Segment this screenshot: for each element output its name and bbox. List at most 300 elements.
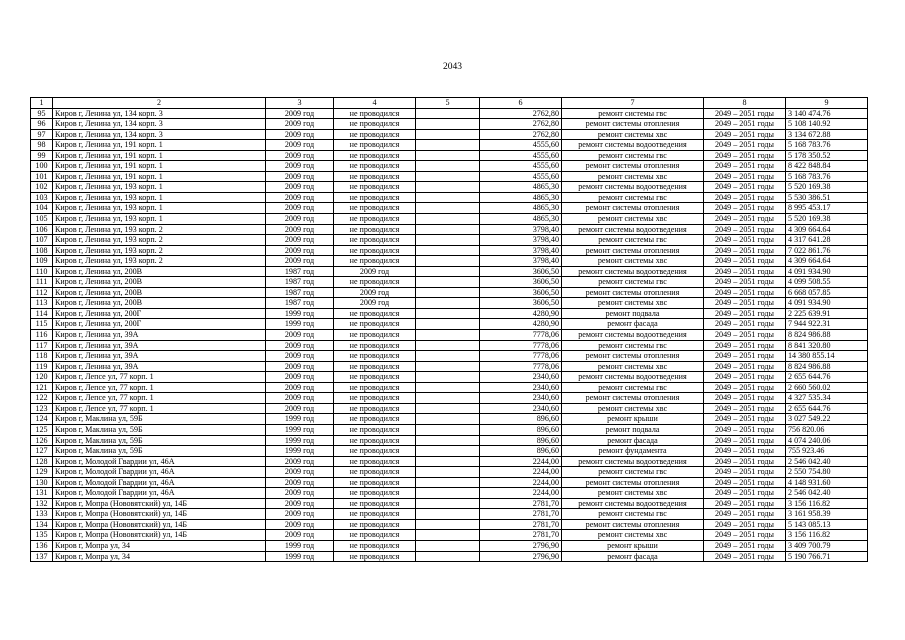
table-row: [31, 382, 868, 393]
row-number-cell: 123: [31, 403, 53, 414]
commissioning-year-cell: 2009 год: [266, 119, 334, 130]
address-cell: Киров г, Ленина ул, 193 корп. 1: [53, 182, 266, 193]
cost-cell: 5 190 766.71: [786, 551, 868, 562]
work-type-cell: ремонт системы отопления: [562, 519, 704, 530]
commissioning-year-cell: 1999 год: [266, 551, 334, 562]
cost-cell: 2 660 560.02: [786, 382, 868, 393]
area-cell: 4555,60: [480, 150, 562, 161]
work-type-cell: ремонт системы водоотведения: [562, 224, 704, 235]
cost-cell: 5 520 169.38: [786, 214, 868, 225]
commissioning-year-cell: 2009 год: [266, 393, 334, 404]
last-repair-year-cell: не проводился: [334, 119, 416, 130]
column-number: 4: [334, 98, 416, 109]
table-row: [31, 308, 868, 319]
address-cell: Киров г, Маклина ул, 59Б: [53, 424, 266, 435]
address-cell: Киров г, Ленина ул, 193 корп. 2: [53, 224, 266, 235]
table-row: [31, 435, 868, 446]
empty-cell: [416, 540, 480, 551]
work-type-cell: ремонт фасада: [562, 551, 704, 562]
table-row: [31, 424, 868, 435]
cost-cell: 5 143 085.13: [786, 519, 868, 530]
row-number-cell: 130: [31, 477, 53, 488]
cost-cell: 4 309 664.64: [786, 256, 868, 267]
last-repair-year-cell: 2009 год: [334, 287, 416, 298]
area-cell: 896,60: [480, 424, 562, 435]
column-number: 9: [786, 98, 868, 109]
cost-cell: 2 655 644.76: [786, 403, 868, 414]
commissioning-year-cell: 1987 год: [266, 287, 334, 298]
table-row: [31, 235, 868, 246]
cost-cell: 3 409 700.79: [786, 540, 868, 551]
work-type-cell: ремонт системы отопления: [562, 119, 704, 130]
empty-cell: [416, 182, 480, 193]
row-number-cell: 129: [31, 467, 53, 478]
area-cell: 7778,06: [480, 361, 562, 372]
empty-cell: [416, 308, 480, 319]
last-repair-year-cell: не проводился: [334, 456, 416, 467]
row-number-cell: 137: [31, 551, 53, 562]
row-number-cell: 135: [31, 530, 53, 541]
commissioning-year-cell: 1999 год: [266, 435, 334, 446]
table-row: [31, 224, 868, 235]
work-type-cell: ремонт системы водоотведения: [562, 372, 704, 383]
empty-cell: [416, 245, 480, 256]
cost-cell: 3 156 116.82: [786, 530, 868, 541]
row-number-cell: 125: [31, 424, 53, 435]
commissioning-year-cell: 1999 год: [266, 319, 334, 330]
work-type-cell: ремонт системы хвс: [562, 171, 704, 182]
empty-cell: [416, 171, 480, 182]
planned-period-cell: 2049 – 2051 годы: [704, 224, 786, 235]
row-number-cell: 105: [31, 214, 53, 225]
table-row: [31, 551, 868, 562]
last-repair-year-cell: не проводился: [334, 361, 416, 372]
empty-cell: [416, 129, 480, 140]
commissioning-year-cell: 2009 год: [266, 192, 334, 203]
cost-cell: 7 944 922.31: [786, 319, 868, 330]
commissioning-year-cell: 2009 год: [266, 467, 334, 478]
work-type-cell: ремонт фасада: [562, 435, 704, 446]
row-number-cell: 117: [31, 340, 53, 351]
planned-period-cell: 2049 – 2051 годы: [704, 298, 786, 309]
last-repair-year-cell: не проводился: [334, 519, 416, 530]
empty-cell: [416, 340, 480, 351]
empty-cell: [416, 192, 480, 203]
cost-cell: 4 091 934.90: [786, 266, 868, 277]
planned-period-cell: 2049 – 2051 годы: [704, 488, 786, 499]
row-number-cell: 99: [31, 150, 53, 161]
empty-cell: [416, 467, 480, 478]
area-cell: 4555,60: [480, 171, 562, 182]
row-number-cell: 111: [31, 277, 53, 288]
work-type-cell: ремонт системы хвс: [562, 530, 704, 541]
empty-cell: [416, 382, 480, 393]
row-number-cell: 128: [31, 456, 53, 467]
planned-period-cell: 2049 – 2051 годы: [704, 551, 786, 562]
column-number: 7: [562, 98, 704, 109]
last-repair-year-cell: не проводился: [334, 477, 416, 488]
table-row: [31, 498, 868, 509]
commissioning-year-cell: 2009 год: [266, 361, 334, 372]
table-row: [31, 245, 868, 256]
area-cell: 896,60: [480, 414, 562, 425]
commissioning-year-cell: 2009 год: [266, 488, 334, 499]
work-type-cell: ремонт системы отопления: [562, 393, 704, 404]
cost-cell: 5 530 386.51: [786, 192, 868, 203]
table-row: [31, 108, 868, 119]
work-type-cell: ремонт системы гвс: [562, 340, 704, 351]
planned-period-cell: 2049 – 2051 годы: [704, 119, 786, 130]
cost-cell: 5 108 140.92: [786, 119, 868, 130]
cost-cell: 5 178 350.52: [786, 150, 868, 161]
area-cell: 2762,80: [480, 108, 562, 119]
planned-period-cell: 2049 – 2051 годы: [704, 403, 786, 414]
column-number: 6: [480, 98, 562, 109]
row-number-cell: 127: [31, 446, 53, 457]
address-cell: Киров г, Ленина ул, 200Г: [53, 308, 266, 319]
last-repair-year-cell: не проводился: [334, 140, 416, 151]
row-number-cell: 114: [31, 308, 53, 319]
last-repair-year-cell: не проводился: [334, 498, 416, 509]
cost-cell: 756 820.06: [786, 424, 868, 435]
cost-cell: 3 134 672.88: [786, 129, 868, 140]
address-cell: Киров г, Лепсе ул, 77 корп. 1: [53, 393, 266, 404]
row-number-cell: 119: [31, 361, 53, 372]
planned-period-cell: 2049 – 2051 годы: [704, 361, 786, 372]
planned-period-cell: 2049 – 2051 годы: [704, 498, 786, 509]
empty-cell: [416, 393, 480, 404]
column-number: 2: [53, 98, 266, 109]
area-cell: 3798,40: [480, 245, 562, 256]
last-repair-year-cell: не проводился: [334, 330, 416, 341]
empty-cell: [416, 414, 480, 425]
table-row: [31, 287, 868, 298]
last-repair-year-cell: не проводился: [334, 403, 416, 414]
work-type-cell: ремонт системы хвс: [562, 214, 704, 225]
last-repair-year-cell: не проводился: [334, 150, 416, 161]
commissioning-year-cell: 1999 год: [266, 446, 334, 457]
last-repair-year-cell: не проводился: [334, 424, 416, 435]
address-cell: Киров г, Мопра (Нововятский) ул, 14Б: [53, 530, 266, 541]
commissioning-year-cell: 1999 год: [266, 308, 334, 319]
empty-cell: [416, 477, 480, 488]
work-type-cell: ремонт системы гвс: [562, 509, 704, 520]
area-cell: 2781,70: [480, 498, 562, 509]
row-number-cell: 95: [31, 108, 53, 119]
commissioning-year-cell: 2009 год: [266, 161, 334, 172]
empty-cell: [416, 446, 480, 457]
area-cell: 3606,50: [480, 266, 562, 277]
empty-cell: [416, 235, 480, 246]
commissioning-year-cell: 2009 год: [266, 224, 334, 235]
address-cell: Киров г, Ленина ул, 191 корп. 1: [53, 150, 266, 161]
row-number-cell: 124: [31, 414, 53, 425]
cost-cell: 2 550 754.80: [786, 467, 868, 478]
row-number-cell: 101: [31, 171, 53, 182]
planned-period-cell: 2049 – 2051 годы: [704, 519, 786, 530]
planned-period-cell: 2049 – 2051 годы: [704, 424, 786, 435]
cost-cell: 6 668 057.85: [786, 287, 868, 298]
cost-cell: 3 027 549.22: [786, 414, 868, 425]
last-repair-year-cell: не проводился: [334, 308, 416, 319]
cost-cell: 8 824 986.88: [786, 330, 868, 341]
address-cell: Киров г, Ленина ул, 39А: [53, 340, 266, 351]
area-cell: 2244,00: [480, 488, 562, 499]
address-cell: Киров г, Ленина ул, 200Г: [53, 319, 266, 330]
last-repair-year-cell: не проводился: [334, 351, 416, 362]
area-cell: 2244,00: [480, 477, 562, 488]
empty-cell: [416, 372, 480, 383]
table-row: [31, 372, 868, 383]
table-row: [31, 150, 868, 161]
last-repair-year-cell: не проводился: [334, 192, 416, 203]
work-type-cell: ремонт системы отопления: [562, 161, 704, 172]
table-row: [31, 182, 868, 193]
row-number-cell: 98: [31, 140, 53, 151]
commissioning-year-cell: 2009 год: [266, 498, 334, 509]
area-cell: 2781,70: [480, 519, 562, 530]
commissioning-year-cell: 2009 год: [266, 129, 334, 140]
row-number-cell: 126: [31, 435, 53, 446]
address-cell: Киров г, Ленина ул, 134 корп. 3: [53, 129, 266, 140]
address-cell: Киров г, Маклина ул, 59Б: [53, 446, 266, 457]
empty-cell: [416, 361, 480, 372]
work-type-cell: ремонт системы водоотведения: [562, 456, 704, 467]
planned-period-cell: 2049 – 2051 годы: [704, 467, 786, 478]
empty-cell: [416, 287, 480, 298]
empty-cell: [416, 519, 480, 530]
planned-period-cell: 2049 – 2051 годы: [704, 540, 786, 551]
work-type-cell: ремонт системы хвс: [562, 361, 704, 372]
area-cell: 4280,90: [480, 308, 562, 319]
area-cell: 2340,60: [480, 403, 562, 414]
planned-period-cell: 2049 – 2051 годы: [704, 446, 786, 457]
table-row: [31, 519, 868, 530]
address-cell: Киров г, Ленина ул, 191 корп. 1: [53, 140, 266, 151]
cost-cell: 755 923.46: [786, 446, 868, 457]
row-number-cell: 115: [31, 319, 53, 330]
row-number-cell: 106: [31, 224, 53, 235]
area-cell: 2340,60: [480, 372, 562, 383]
cost-cell: 2 546 042.40: [786, 456, 868, 467]
cost-cell: 7 022 861.76: [786, 245, 868, 256]
address-cell: Киров г, Ленина ул, 200В: [53, 287, 266, 298]
repair-schedule-table: [30, 97, 868, 562]
last-repair-year-cell: не проводился: [334, 319, 416, 330]
cost-cell: 8 841 320.80: [786, 340, 868, 351]
row-number-cell: 120: [31, 372, 53, 383]
planned-period-cell: 2049 – 2051 годы: [704, 129, 786, 140]
table-row: [31, 477, 868, 488]
column-number: 3: [266, 98, 334, 109]
table-row: [31, 203, 868, 214]
commissioning-year-cell: 2009 год: [266, 456, 334, 467]
table-row: [31, 171, 868, 182]
table-row: [31, 446, 868, 457]
planned-period-cell: 2049 – 2051 годы: [704, 245, 786, 256]
empty-cell: [416, 330, 480, 341]
address-cell: Киров г, Ленина ул, 191 корп. 1: [53, 171, 266, 182]
table-row: [31, 192, 868, 203]
work-type-cell: ремонт системы водоотведения: [562, 140, 704, 151]
work-type-cell: ремонт системы хвс: [562, 488, 704, 499]
address-cell: Киров г, Мопра (Нововятский) ул, 14Б: [53, 498, 266, 509]
last-repair-year-cell: не проводился: [334, 382, 416, 393]
row-number-cell: 116: [31, 330, 53, 341]
area-cell: 2796,90: [480, 540, 562, 551]
row-number-cell: 100: [31, 161, 53, 172]
row-number-cell: 136: [31, 540, 53, 551]
cost-cell: 8 995 453.17: [786, 203, 868, 214]
work-type-cell: ремонт подвала: [562, 308, 704, 319]
planned-period-cell: 2049 – 2051 годы: [704, 171, 786, 182]
address-cell: Киров г, Маклина ул, 59Б: [53, 435, 266, 446]
row-number-cell: 113: [31, 298, 53, 309]
planned-period-cell: 2049 – 2051 годы: [704, 340, 786, 351]
address-cell: Киров г, Молодой Гвардии ул, 46А: [53, 488, 266, 499]
table-row: [31, 393, 868, 404]
last-repair-year-cell: не проводился: [334, 171, 416, 182]
last-repair-year-cell: не проводился: [334, 530, 416, 541]
empty-cell: [416, 277, 480, 288]
last-repair-year-cell: не проводился: [334, 414, 416, 425]
commissioning-year-cell: 2009 год: [266, 235, 334, 246]
last-repair-year-cell: не проводился: [334, 393, 416, 404]
work-type-cell: ремонт системы гвс: [562, 382, 704, 393]
row-number-cell: 102: [31, 182, 53, 193]
row-number-cell: 132: [31, 498, 53, 509]
address-cell: Киров г, Ленина ул, 193 корп. 1: [53, 214, 266, 225]
cost-cell: 5 520 169.38: [786, 182, 868, 193]
cost-cell: 4 074 240.06: [786, 435, 868, 446]
cost-cell: 2 546 042.40: [786, 488, 868, 499]
cost-cell: 2 655 644.76: [786, 372, 868, 383]
planned-period-cell: 2049 – 2051 годы: [704, 382, 786, 393]
commissioning-year-cell: 2009 год: [266, 245, 334, 256]
cost-cell: 5 168 783.76: [786, 140, 868, 151]
address-cell: Киров г, Ленина ул, 193 корп. 1: [53, 203, 266, 214]
row-number-cell: 134: [31, 519, 53, 530]
area-cell: 2244,00: [480, 467, 562, 478]
commissioning-year-cell: 2009 год: [266, 150, 334, 161]
address-cell: Киров г, Мопра ул, 34: [53, 551, 266, 562]
last-repair-year-cell: не проводился: [334, 214, 416, 225]
area-cell: 4555,60: [480, 161, 562, 172]
area-cell: 4865,30: [480, 203, 562, 214]
row-number-cell: 110: [31, 266, 53, 277]
address-cell: Киров г, Ленина ул, 200В: [53, 266, 266, 277]
area-cell: 3798,40: [480, 256, 562, 267]
planned-period-cell: 2049 – 2051 годы: [704, 319, 786, 330]
address-cell: Киров г, Молодой Гвардии ул, 46А: [53, 456, 266, 467]
empty-cell: [416, 108, 480, 119]
column-number: 1: [31, 98, 53, 109]
empty-cell: [416, 488, 480, 499]
planned-period-cell: 2049 – 2051 годы: [704, 351, 786, 362]
area-cell: 4865,30: [480, 214, 562, 225]
work-type-cell: ремонт крыши: [562, 414, 704, 425]
table-row: [31, 266, 868, 277]
work-type-cell: ремонт фундамента: [562, 446, 704, 457]
area-cell: 4865,30: [480, 182, 562, 193]
empty-cell: [416, 266, 480, 277]
cost-cell: 4 309 664.64: [786, 224, 868, 235]
work-type-cell: ремонт системы отопления: [562, 351, 704, 362]
planned-period-cell: 2049 – 2051 годы: [704, 530, 786, 541]
area-cell: 2781,70: [480, 530, 562, 541]
work-type-cell: ремонт подвала: [562, 424, 704, 435]
table-row: [31, 540, 868, 551]
work-type-cell: ремонт системы гвс: [562, 150, 704, 161]
commissioning-year-cell: 2009 год: [266, 330, 334, 341]
commissioning-year-cell: 1987 год: [266, 277, 334, 288]
last-repair-year-cell: не проводился: [334, 108, 416, 119]
planned-period-cell: 2049 – 2051 годы: [704, 203, 786, 214]
empty-cell: [416, 509, 480, 520]
empty-cell: [416, 161, 480, 172]
address-cell: Киров г, Ленина ул, 39А: [53, 361, 266, 372]
row-number-cell: 104: [31, 203, 53, 214]
row-number-cell: 131: [31, 488, 53, 499]
area-cell: 7778,06: [480, 340, 562, 351]
commissioning-year-cell: 1987 год: [266, 266, 334, 277]
table-row: [31, 330, 868, 341]
table-row: [31, 403, 868, 414]
last-repair-year-cell: не проводился: [334, 161, 416, 172]
empty-cell: [416, 224, 480, 235]
cost-cell: 8 824 986.88: [786, 361, 868, 372]
area-cell: 2244,00: [480, 456, 562, 467]
address-cell: Киров г, Ленина ул, 191 корп. 1: [53, 161, 266, 172]
work-type-cell: ремонт системы водоотведения: [562, 330, 704, 341]
work-type-cell: ремонт системы отопления: [562, 245, 704, 256]
address-cell: Киров г, Ленина ул, 134 корп. 3: [53, 119, 266, 130]
work-type-cell: ремонт системы хвс: [562, 256, 704, 267]
table-row: [31, 456, 868, 467]
last-repair-year-cell: не проводился: [334, 372, 416, 383]
page-number: 2043: [443, 62, 462, 72]
planned-period-cell: 2049 – 2051 годы: [704, 192, 786, 203]
work-type-cell: ремонт системы хвс: [562, 129, 704, 140]
commissioning-year-cell: 2009 год: [266, 203, 334, 214]
empty-cell: [416, 424, 480, 435]
work-type-cell: ремонт системы хвс: [562, 298, 704, 309]
column-number-row: [31, 98, 868, 109]
commissioning-year-cell: 2009 год: [266, 140, 334, 151]
commissioning-year-cell: 2009 год: [266, 372, 334, 383]
work-type-cell: ремонт системы водоотведения: [562, 266, 704, 277]
empty-cell: [416, 403, 480, 414]
row-number-cell: 107: [31, 235, 53, 246]
last-repair-year-cell: не проводился: [334, 129, 416, 140]
address-cell: Киров г, Ленина ул, 134 корп. 3: [53, 108, 266, 119]
table-row: [31, 161, 868, 172]
work-type-cell: ремонт системы гвс: [562, 108, 704, 119]
row-number-cell: 121: [31, 382, 53, 393]
planned-period-cell: 2049 – 2051 годы: [704, 266, 786, 277]
row-number-cell: 109: [31, 256, 53, 267]
planned-period-cell: 2049 – 2051 годы: [704, 277, 786, 288]
empty-cell: [416, 351, 480, 362]
empty-cell: [416, 119, 480, 130]
planned-period-cell: 2049 – 2051 годы: [704, 509, 786, 520]
area-cell: 2340,60: [480, 382, 562, 393]
last-repair-year-cell: не проводился: [334, 435, 416, 446]
planned-period-cell: 2049 – 2051 годы: [704, 414, 786, 425]
last-repair-year-cell: не проводился: [334, 182, 416, 193]
commissioning-year-cell: 2009 год: [266, 182, 334, 193]
address-cell: Киров г, Маклина ул, 59Б: [53, 414, 266, 425]
